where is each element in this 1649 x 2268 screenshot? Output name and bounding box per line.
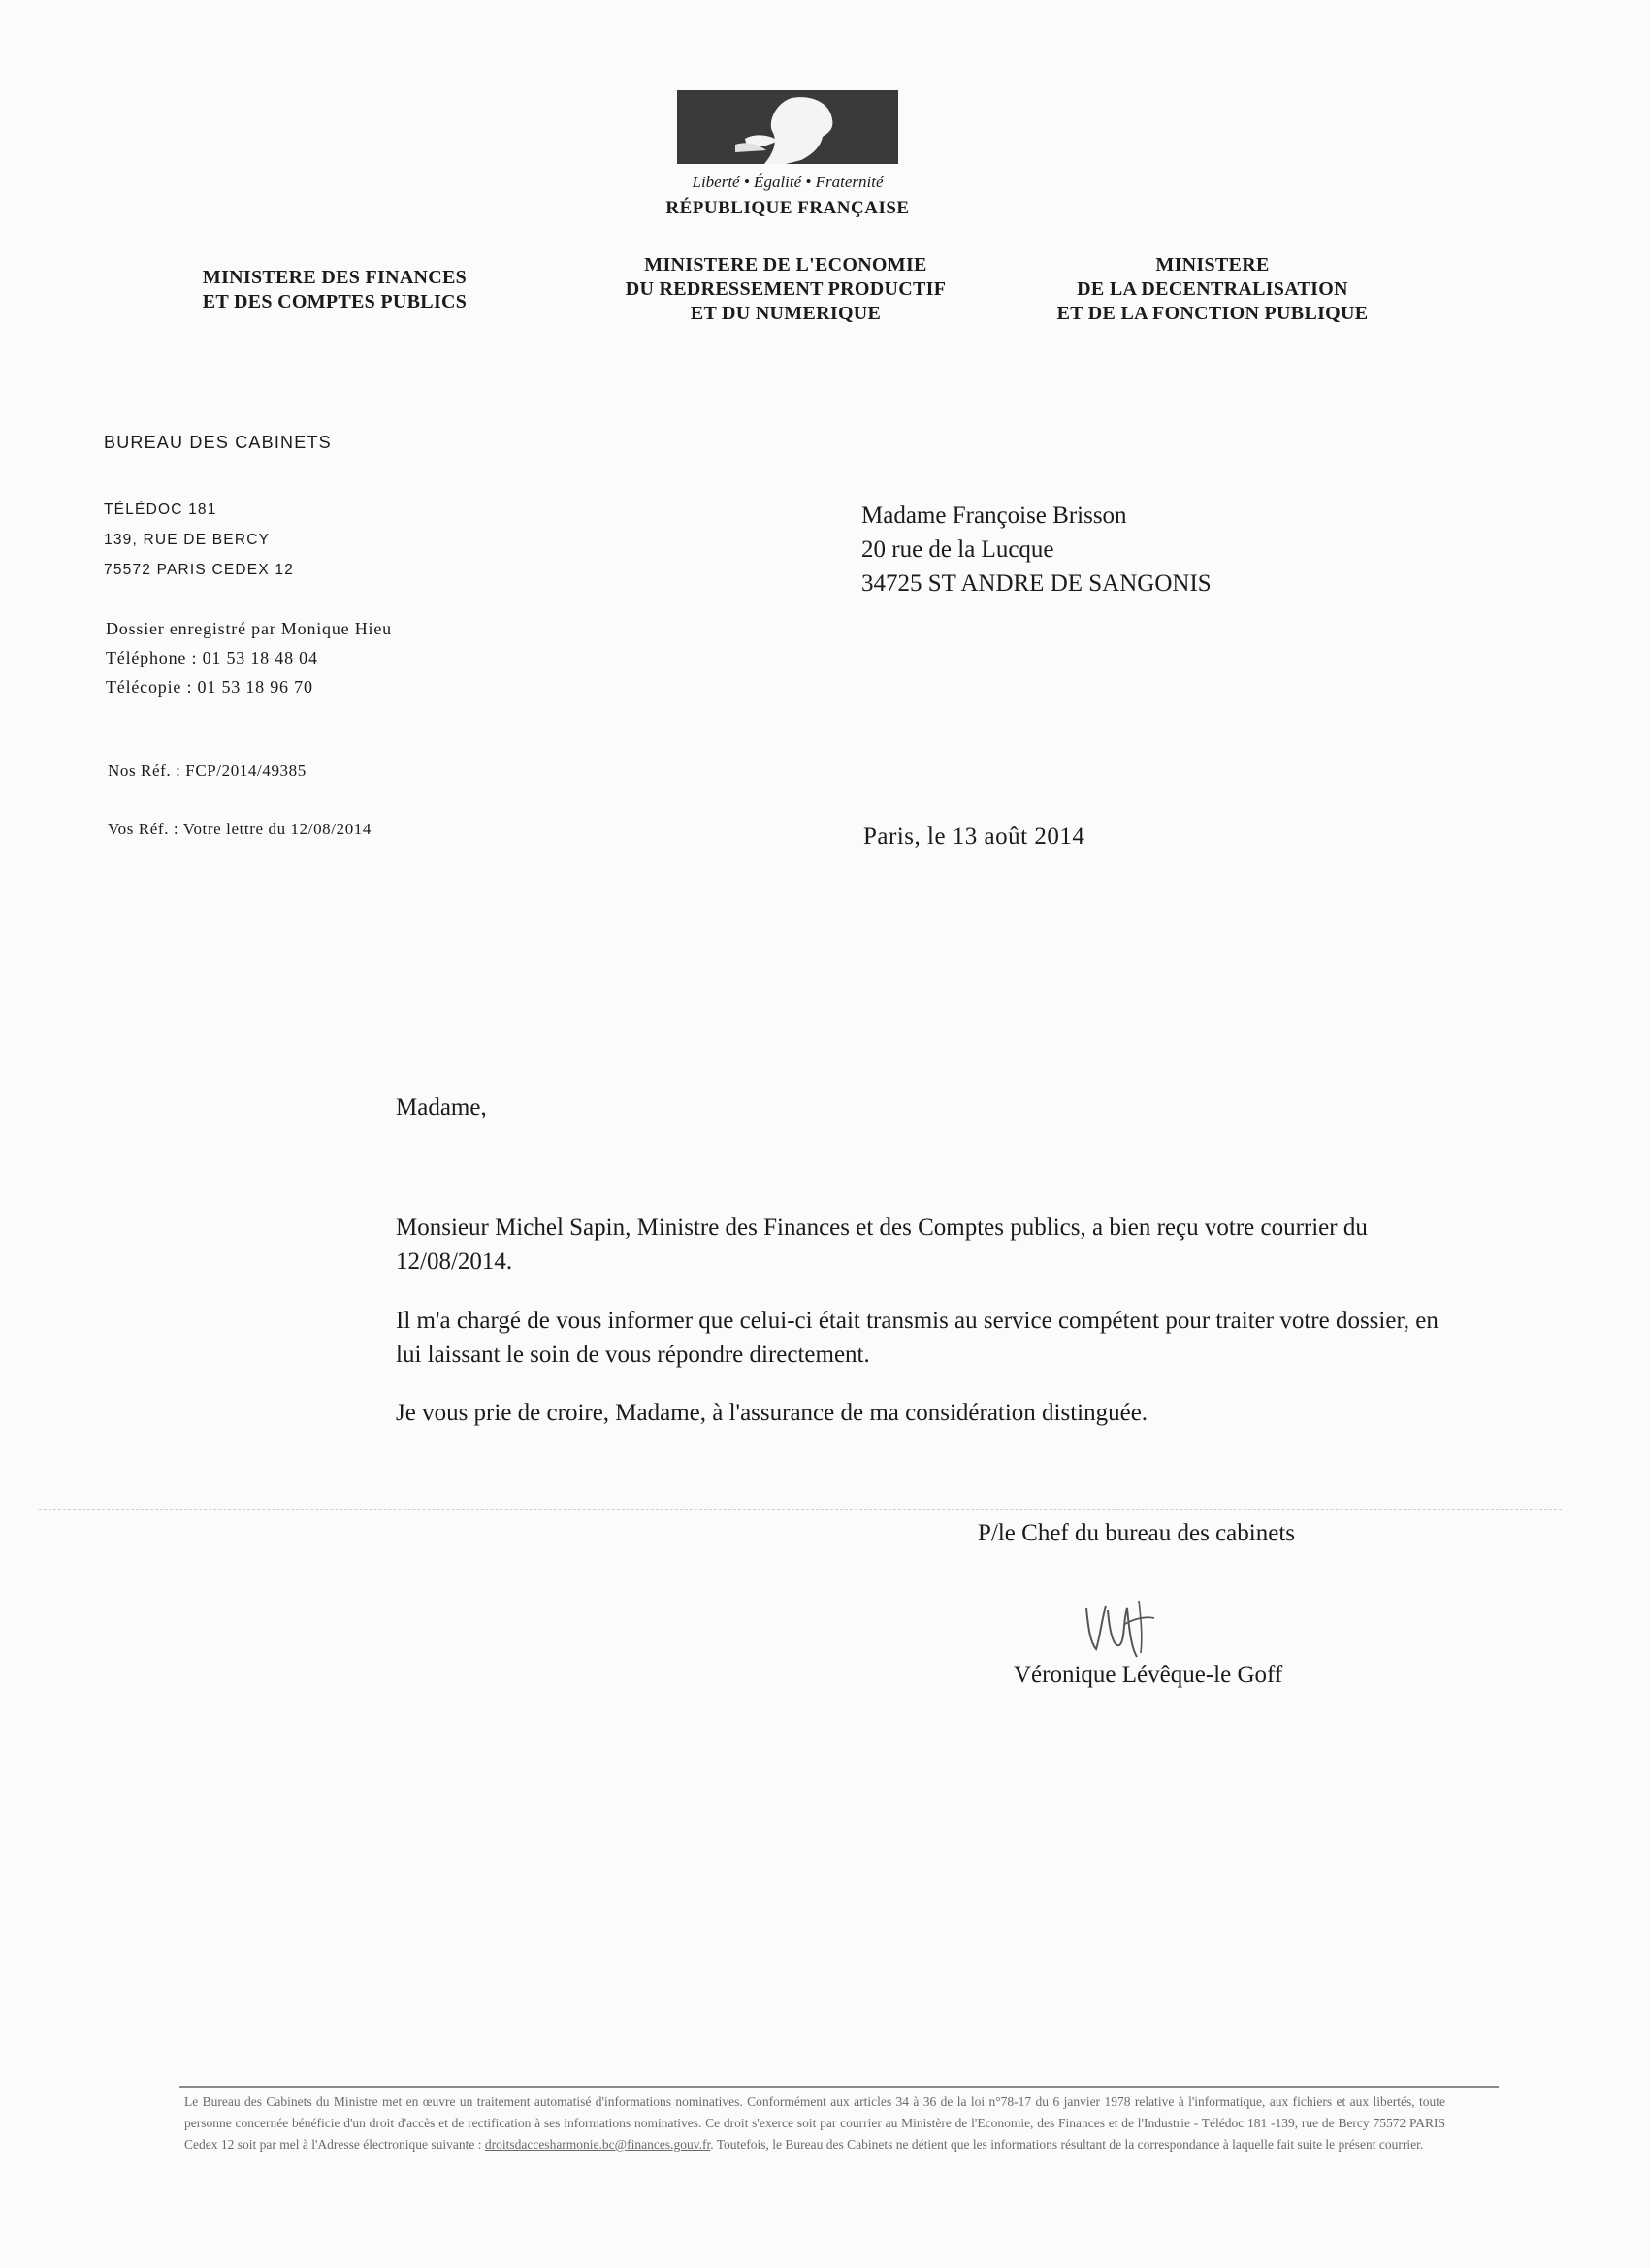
telecopie-line: Télécopie : 01 53 18 96 70 <box>106 677 313 697</box>
nos-ref: Nos Réf. : FCP/2014/49385 <box>108 761 307 780</box>
handwritten-signature <box>1077 1589 1183 1667</box>
body-paragraph: Il m'a chargé de vous informer que celui-ci était transmis au service compétent pour traiter votre dossier, en lui laissant le soin de vous répondre directement. <box>396 1308 1439 1368</box>
dossier-line: Dossier enregistré par Monique Hieu <box>106 619 392 638</box>
body-paragraph: Monsieur Michel Sapin, Ministre des Finances et des Comptes publics, a bien reçu votre courrier du 12/08/2014. <box>396 1215 1368 1275</box>
letter-date: Paris, le 13 août 2014 <box>863 824 1085 850</box>
body-paragraph: Je vous prie de croire, Madame, à l'assurance de ma considération distinguée. <box>396 1400 1148 1426</box>
recipient-address: Madame Françoise Brisson 20 rue de la Lucque 34725 ST ANDRE DE SANGONIS <box>861 499 1212 600</box>
signer-title: P/le Chef du bureau des cabinets <box>978 1520 1295 1546</box>
telephone-line: Téléphone : 01 53 18 48 04 <box>106 648 318 667</box>
footer-divider <box>179 2086 1499 2088</box>
legal-notice: Le Bureau des Cabinets du Ministre met en œuvre un traitement automatisé d'informations nominatives. Conformément aux articles 34 à 36 de la loi n°78-17 du 6 janvier 1978 relative à l'informatique, aux fichiers et aux libertés, toute personne concernée bénéficie d'un droit d'accès et de rectification à ses informations nominatives. Ce droit s'exerce soit par courrier au Ministère de l'Economie, des Finances et de l'Industrie - Télédoc 181 -139, rue de Bercy 75572 PARIS Cedex 12 soit par mel à l'Adresse électronique suivante : droitsdaccesharmonie.bc@finances.gouv.fr. Toutefois, le Bureau des Cabinets ne détient que les informations résultant de la correspondance à laquelle fait suite le présent courrier. <box>184 2094 1445 2152</box>
ministry-finances: MINISTERE DES FINANCES ET DES COMPTES PUBLICS <box>202 267 468 312</box>
ministry-economie: MINISTERE DE L'ECONOMIE DU REDRESSEMENT PRODUCTIF ET DU NUMERIQUE <box>625 254 947 324</box>
recipient-name: Madame Françoise Brisson <box>861 502 1127 529</box>
signer-name: Véronique Lévêque-le Goff <box>1014 1662 1283 1688</box>
marianne-logo <box>677 90 898 164</box>
republic-motto: Liberté • Égalité • Fraternité <box>692 173 884 191</box>
scan-fold-line <box>39 1509 1562 1510</box>
republic-name: RÉPUBLIQUE FRANÇAISE <box>665 198 910 218</box>
salutation: Madame, <box>396 1094 487 1120</box>
sender-contact <box>106 614 392 701</box>
ministry-decentralisation: MINISTERE DE LA DECENTRALISATION ET DE LA FONCTION PUBLIQUE <box>1056 254 1369 324</box>
sender-address: TÉLÉDOC 181 139, RUE DE BERCY 75572 PARIS CEDEX 12 <box>104 502 295 578</box>
vos-ref: Vos Réf. : Votre lettre du 12/08/2014 <box>108 820 372 838</box>
privacy-email-link[interactable]: droitsdaccesharmonie.bc@finances.gouv.fr <box>484 2137 711 2152</box>
sender-bureau: BUREAU DES CABINETS <box>104 433 332 452</box>
